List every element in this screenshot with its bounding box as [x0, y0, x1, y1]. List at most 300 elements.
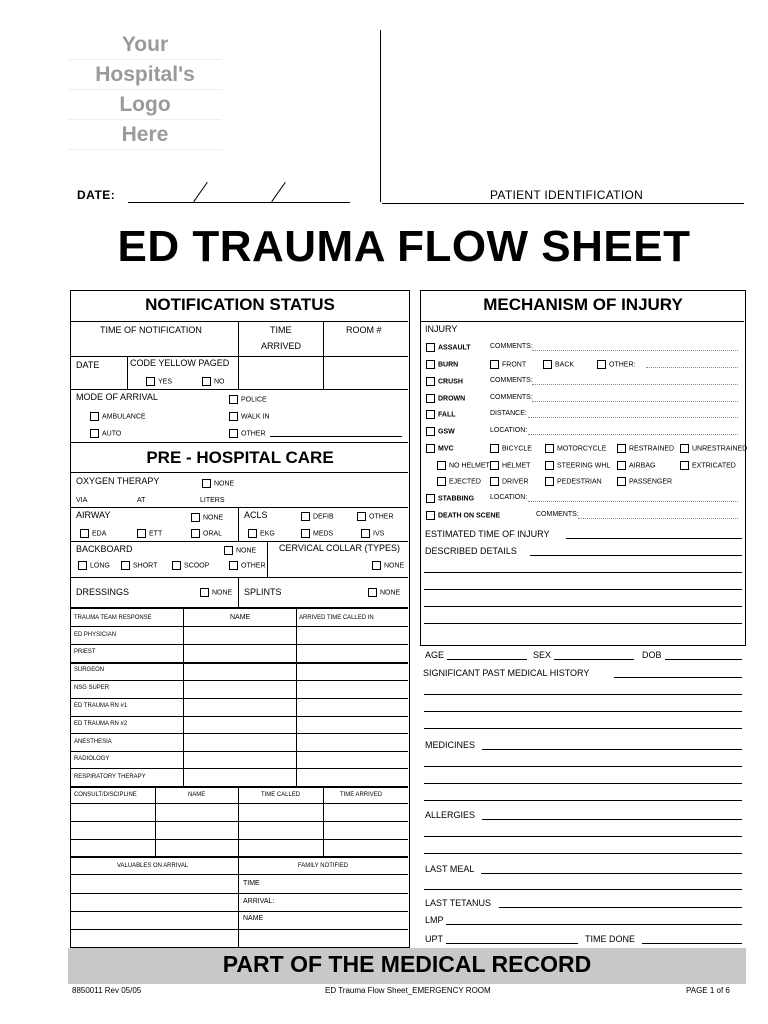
checkbox[interactable] [545, 477, 554, 486]
oral-label: ORAL [203, 530, 223, 538]
time-done-label: TIME DONE [585, 934, 636, 944]
splints-label: SPLINTS [244, 587, 282, 597]
mvc-no-helmet[interactable] [437, 461, 490, 470]
allergies-line[interactable] [424, 853, 742, 854]
drown-option[interactable] [426, 394, 465, 403]
police-label: POLICE [241, 396, 267, 404]
bicycle-label: BICYCLE [502, 445, 532, 453]
team-row: ANESTHESIA [74, 738, 112, 745]
checkbox[interactable] [368, 588, 377, 597]
room-label: ROOM # [346, 325, 382, 335]
details-line[interactable] [424, 623, 742, 624]
date-field[interactable] [128, 202, 350, 203]
airway-none[interactable] [191, 513, 223, 522]
consult-header: TIME CALLED [261, 791, 301, 798]
ett-label: ETT [149, 530, 163, 538]
checkbox[interactable] [617, 461, 626, 470]
restrained-label: RESTRAINED [629, 445, 675, 453]
divider [296, 607, 297, 787]
fall-option[interactable] [426, 410, 456, 419]
pedestrian-label: PEDESTRIAN [557, 478, 602, 486]
cervical-collar-label: CERVICAL COLLAR (TYPES) [279, 543, 401, 553]
burn-other[interactable] [597, 360, 635, 369]
comments-label: COMMENTS: [490, 394, 533, 401]
table-row-divider [70, 821, 408, 822]
checkbox[interactable] [191, 529, 200, 538]
none-label: NONE [203, 514, 224, 522]
ekg-label: EKG [260, 530, 275, 538]
dob-label: DOB [642, 650, 662, 660]
family-time-label: TIME [243, 880, 260, 887]
checkbox[interactable] [437, 477, 446, 486]
code-yellow-no[interactable] [202, 377, 225, 386]
divider [238, 577, 239, 607]
checkbox[interactable] [78, 561, 87, 570]
table-row-divider [70, 662, 408, 664]
table-row-divider [70, 874, 408, 875]
team-header: NAME [230, 614, 251, 621]
checkbox[interactable] [680, 461, 689, 470]
team-row: ED TRAUMA RN #1 [74, 702, 128, 709]
mvc-pedestrian[interactable] [545, 477, 602, 486]
motorcycle-label: MOTORCYCLE [557, 445, 607, 453]
allergies-label: ALLERGIES [425, 810, 476, 820]
no-helmet-label: NO HELMET [449, 462, 490, 470]
arrival-other-field[interactable] [270, 436, 402, 437]
table-row-divider [70, 929, 408, 930]
checkbox[interactable] [191, 513, 200, 522]
checkbox[interactable] [200, 588, 209, 597]
divider [70, 577, 408, 578]
mvc-bicycle[interactable] [490, 444, 532, 453]
burn-other-field[interactable] [646, 367, 738, 368]
collar-none[interactable] [372, 561, 404, 570]
form-code: 8850011 Rev 05/05 [72, 986, 142, 995]
stabbing-label: STABBING [438, 495, 475, 503]
estimated-time-field[interactable] [566, 538, 742, 539]
table-row-divider [70, 644, 408, 645]
via-label: VIA [76, 497, 88, 504]
family-arrival-label: ARRIVAL: [243, 898, 275, 905]
details-line[interactable] [424, 572, 742, 573]
checkbox[interactable] [229, 561, 238, 570]
front-label: FRONT [502, 361, 527, 369]
family-name-label: NAME [243, 915, 264, 922]
backboard-none[interactable] [224, 546, 256, 555]
divider [238, 321, 239, 389]
mvc-ejected[interactable] [437, 477, 481, 486]
backboard-label: BACKBOARD [76, 544, 133, 554]
scoop-label: SCOOP [184, 562, 210, 570]
burn-back[interactable] [543, 360, 574, 369]
defib-label: DEFIB [313, 513, 334, 521]
checkbox[interactable] [426, 410, 435, 419]
logo-line: Here [68, 120, 222, 150]
details-line[interactable] [424, 606, 742, 607]
table-row-divider [70, 803, 408, 804]
ivs-label: IVS [373, 530, 385, 538]
pmh-line[interactable] [424, 711, 742, 712]
airway-label: AIRWAY [76, 510, 111, 520]
team-row: NSG SUPER [74, 684, 110, 691]
checkbox[interactable] [146, 377, 155, 386]
short-label: SHORT [133, 562, 158, 570]
team-header: TRAUMA TEAM RESPONSE [74, 614, 152, 621]
table-row-divider [70, 856, 408, 858]
lmp-field[interactable] [446, 924, 742, 925]
acls-ekg[interactable] [248, 529, 275, 538]
sex-field[interactable] [554, 659, 634, 660]
mvc-extricated[interactable] [680, 461, 736, 470]
back-label: BACK [555, 361, 575, 369]
date-separator [193, 182, 208, 202]
mvc-label: MVC [438, 445, 454, 453]
none-label: NONE [236, 547, 257, 555]
code-yellow-label: CODE YELLOW PAGED [130, 358, 230, 368]
fall-distance-field[interactable] [528, 417, 738, 418]
backboard-long[interactable] [78, 561, 110, 570]
other-label: OTHER [241, 562, 266, 570]
checkbox[interactable] [426, 494, 435, 503]
last-meal-line[interactable] [424, 889, 742, 890]
arrival-walk-in[interactable] [229, 412, 270, 421]
table-row-divider [70, 911, 408, 912]
other-label: OTHER [369, 513, 394, 521]
table-row-divider [70, 626, 408, 627]
checkbox[interactable] [490, 444, 499, 453]
gsw-label: GSW [438, 428, 455, 436]
checkbox[interactable] [617, 444, 626, 453]
acls-other[interactable] [357, 512, 394, 521]
last-meal-label: LAST MEAL [425, 864, 475, 874]
patient-identification-label: PATIENT IDENTIFICATION [490, 188, 644, 202]
table-row-divider [70, 733, 408, 734]
pmh-line[interactable] [424, 694, 742, 695]
divider [70, 389, 408, 390]
sex-label: SEX [533, 650, 552, 660]
team-row: ED PHYSICIAN [74, 631, 116, 638]
burn-option[interactable] [426, 360, 458, 369]
mvc-passenger[interactable] [617, 477, 672, 486]
date-label: DATE: [77, 188, 116, 202]
team-row: RADIOLOGY [74, 755, 110, 762]
medicines-line[interactable] [424, 800, 742, 801]
pmh-label: SIGNIFICANT PAST MEDICAL HISTORY [423, 668, 590, 678]
allergies-line[interactable] [424, 836, 742, 837]
allergies-line[interactable] [482, 819, 742, 820]
medicines-line[interactable] [424, 766, 742, 767]
checkbox[interactable] [426, 343, 435, 352]
drown-comments-field[interactable] [532, 401, 738, 402]
ejected-label: EJECTED [449, 478, 481, 486]
consult-header: CONSULT/DISCIPLINE [74, 791, 137, 798]
medicines-line[interactable] [482, 749, 742, 750]
none-label: NONE [212, 589, 233, 597]
acls-defib[interactable] [301, 512, 334, 521]
fall-label: FALL [438, 411, 456, 419]
table-row-divider [70, 751, 408, 752]
checkbox[interactable] [490, 461, 499, 470]
mvc-driver[interactable] [490, 477, 528, 486]
stabbing-location-field[interactable] [528, 501, 738, 502]
team-row: RESPIRATORY THERAPY [74, 773, 146, 780]
divider [238, 786, 239, 948]
comments-label: COMMENTS: [536, 511, 579, 518]
checkbox[interactable] [597, 360, 606, 369]
extricated-label: EXTRICATED [692, 462, 736, 470]
acls-ivs[interactable] [361, 529, 384, 538]
other-label: OTHER [241, 430, 266, 438]
age-label: AGE [425, 650, 445, 660]
checkbox[interactable] [543, 360, 552, 369]
passenger-label: PASSENGER [629, 478, 673, 486]
mvc-airbag[interactable] [617, 461, 655, 470]
stabbing-option[interactable] [426, 494, 474, 503]
medicines-line[interactable] [424, 783, 742, 784]
checkbox[interactable] [437, 461, 446, 470]
other-label: OTHER: [609, 361, 636, 369]
checkbox[interactable] [172, 561, 181, 570]
team-row: PRIEST [74, 648, 96, 655]
assault-label: ASSAULT [438, 344, 471, 352]
checkbox[interactable] [121, 561, 130, 570]
upt-field[interactable] [446, 943, 578, 944]
family-notified-label: FAMILY NOTIFIED [298, 862, 349, 869]
airway-oral[interactable] [191, 529, 222, 538]
eda-label: EDA [92, 530, 107, 538]
divider [323, 321, 324, 389]
logo-line: Hospital's [68, 60, 222, 90]
divider [238, 507, 239, 541]
arrival-other[interactable] [229, 429, 266, 438]
death-on-scene-label: DEATH ON SCENE [438, 512, 501, 520]
mvc-unrestrained[interactable] [680, 444, 747, 453]
backboard-other[interactable] [229, 561, 266, 570]
upt-label: UPT [425, 934, 443, 944]
backboard-scoop[interactable] [172, 561, 209, 570]
described-details-label: DESCRIBED DETAILS [425, 546, 517, 556]
details-line[interactable] [530, 555, 742, 556]
yes-label: YES [158, 378, 173, 386]
logo-line: Your [68, 30, 222, 60]
checkbox[interactable] [361, 529, 370, 538]
checkbox[interactable] [90, 412, 99, 421]
checkbox[interactable] [229, 429, 238, 438]
checkbox[interactable] [426, 511, 435, 520]
checkbox[interactable] [617, 477, 626, 486]
last-tetanus-label: LAST TETANUS [425, 898, 492, 908]
table-row-divider [70, 768, 408, 769]
age-field[interactable] [447, 659, 527, 660]
team-header: ARRIVED TIME CALLED IN [299, 614, 374, 621]
oxygen-none[interactable] [202, 479, 234, 488]
crush-comments-field[interactable] [532, 384, 738, 385]
assault-option[interactable] [426, 343, 471, 352]
divider [420, 321, 744, 322]
oxygen-therapy-label: OXYGEN THERAPY [76, 476, 160, 486]
date-separator [271, 182, 286, 202]
code-yellow-yes[interactable] [146, 377, 172, 386]
team-row: ED TRAUMA RN #2 [74, 720, 128, 727]
table-row-divider [70, 716, 408, 717]
pre-hospital-care-header: PRE - HOSPITAL CARE [146, 448, 334, 467]
team-row: SURGEON [74, 666, 105, 673]
checkbox[interactable] [426, 377, 435, 386]
mode-of-arrival-label: MODE OF ARRIVAL [76, 392, 158, 402]
time-arrived-label: ARRIVED [261, 341, 302, 351]
page-title: ED TRAUMA FLOW SHEET [117, 222, 691, 271]
checkbox[interactable] [202, 479, 211, 488]
long-label: LONG [90, 562, 110, 570]
checkbox[interactable] [80, 529, 89, 538]
crush-option[interactable] [426, 377, 463, 386]
checkbox[interactable] [137, 529, 146, 538]
checkbox[interactable] [680, 444, 689, 453]
pmh-line[interactable] [614, 677, 742, 678]
location-label: LOCATION: [490, 494, 528, 501]
driver-label: DRIVER [502, 478, 529, 486]
page-number: PAGE 1 of 6 [686, 986, 730, 995]
divider [70, 321, 408, 322]
none-label: NONE [384, 562, 405, 570]
airway-eda[interactable] [80, 529, 106, 538]
divider [70, 472, 408, 473]
checkbox[interactable] [229, 412, 238, 421]
checkbox[interactable] [545, 444, 554, 453]
burn-front[interactable] [490, 360, 526, 369]
checkbox[interactable] [90, 429, 99, 438]
dob-field[interactable] [665, 659, 742, 660]
checkbox[interactable] [229, 395, 238, 404]
table-row-divider [70, 893, 408, 894]
divider [183, 607, 184, 787]
airway-ett[interactable] [137, 529, 162, 538]
arrival-ambulance[interactable] [90, 412, 146, 421]
no-label: NO [214, 378, 225, 386]
last-meal-line[interactable] [481, 873, 742, 874]
medicines-label: MEDICINES [425, 740, 476, 750]
drown-label: DROWN [438, 395, 466, 403]
logo-line: Logo [68, 90, 222, 120]
arrival-auto[interactable] [90, 429, 121, 438]
notification-status-header: NOTIFICATION STATUS [145, 295, 335, 314]
checkbox[interactable] [426, 444, 435, 453]
dressings-none[interactable] [200, 588, 232, 597]
dressings-label: DRESSINGS [76, 587, 130, 597]
time-arrived-label: TIME [270, 325, 292, 335]
checkbox[interactable] [301, 512, 310, 521]
table-row-divider [70, 698, 408, 699]
details-line[interactable] [424, 589, 742, 590]
checkbox[interactable] [248, 529, 257, 538]
backboard-short[interactable] [121, 561, 157, 570]
none-label: NONE [214, 480, 235, 488]
mvc-restrained[interactable] [617, 444, 674, 453]
airbag-label: AIRBAG [629, 462, 656, 470]
date-field-label: DATE [76, 360, 100, 370]
table-row-divider [70, 839, 408, 840]
ambulance-label: AMBULANCE [102, 413, 146, 421]
mvc-option[interactable] [426, 444, 454, 453]
checkbox[interactable] [224, 546, 233, 555]
valuables-label: VALUABLES ON ARRIVAL [117, 862, 189, 869]
injury-label: INJURY [425, 324, 458, 334]
footer-title: PART OF THE MEDICAL RECORD [222, 951, 592, 977]
estimated-time-label: ESTIMATED TIME OF INJURY [425, 529, 550, 539]
divider [267, 541, 268, 577]
time-done-field[interactable] [642, 943, 742, 944]
comments-label: COMMENTS: [490, 377, 533, 384]
checkbox[interactable] [545, 461, 554, 470]
pmh-line[interactable] [424, 728, 742, 729]
lmp-label: LMP [425, 915, 444, 925]
unrestrained-label: UNRESTRAINED [692, 445, 748, 453]
auto-label: AUTO [102, 430, 122, 438]
comments-label: COMMENTS: [490, 343, 533, 350]
consult-header: TIME ARRIVED [340, 791, 382, 798]
checkbox[interactable] [357, 512, 366, 521]
checkbox[interactable] [301, 529, 310, 538]
liters-label: LITERS [200, 497, 225, 504]
checkbox[interactable] [426, 427, 435, 436]
checkbox[interactable] [426, 360, 435, 369]
assault-comments-field[interactable] [532, 350, 738, 351]
hospital-logo-placeholder [68, 30, 222, 148]
form-name: ED Trauma Flow Sheet_EMERGENCY ROOM [325, 986, 491, 995]
divider [127, 356, 128, 390]
mvc-motorcycle[interactable] [545, 444, 606, 453]
gsw-option[interactable] [426, 427, 455, 436]
time-of-notification-label: TIME OF NOTIFICATION [100, 325, 202, 335]
burn-label: BURN [438, 361, 459, 369]
at-label: AT [137, 497, 146, 504]
last-tetanus-field[interactable] [499, 907, 742, 908]
meds-label: MEDS [313, 530, 334, 538]
table-row-divider [70, 786, 408, 788]
helmet-label: HELMET [502, 462, 531, 470]
walk-in-label: WALK IN [241, 413, 270, 421]
arrival-police[interactable] [229, 395, 267, 404]
splints-none[interactable] [368, 588, 400, 597]
checkbox[interactable] [490, 360, 499, 369]
location-label: LOCATION: [490, 427, 528, 434]
acls-meds[interactable] [301, 529, 333, 538]
checkbox[interactable] [372, 561, 381, 570]
table-row-divider [70, 680, 408, 681]
mechanism-of-injury-header: MECHANISM OF INJURY [483, 295, 683, 314]
none-label: NONE [380, 589, 401, 597]
divider [70, 356, 408, 357]
consult-header: NAME [188, 791, 206, 798]
death-comments-field[interactable] [578, 518, 738, 519]
divider [70, 541, 408, 542]
divider [70, 507, 408, 508]
header-divider [380, 30, 381, 202]
checkbox[interactable] [202, 377, 211, 386]
checkbox[interactable] [426, 394, 435, 403]
mvc-helmet[interactable] [490, 461, 530, 470]
divider [70, 607, 408, 609]
steering-label: STEERING WHL [557, 462, 611, 470]
checkbox[interactable] [490, 477, 499, 486]
divider [70, 442, 408, 443]
patient-id-line [382, 203, 744, 204]
mvc-steering[interactable] [545, 461, 610, 470]
gsw-location-field[interactable] [528, 434, 738, 435]
distance-label: DISTANCE: [490, 410, 527, 417]
death-on-scene-option[interactable] [426, 511, 500, 520]
acls-label: ACLS [244, 510, 268, 520]
